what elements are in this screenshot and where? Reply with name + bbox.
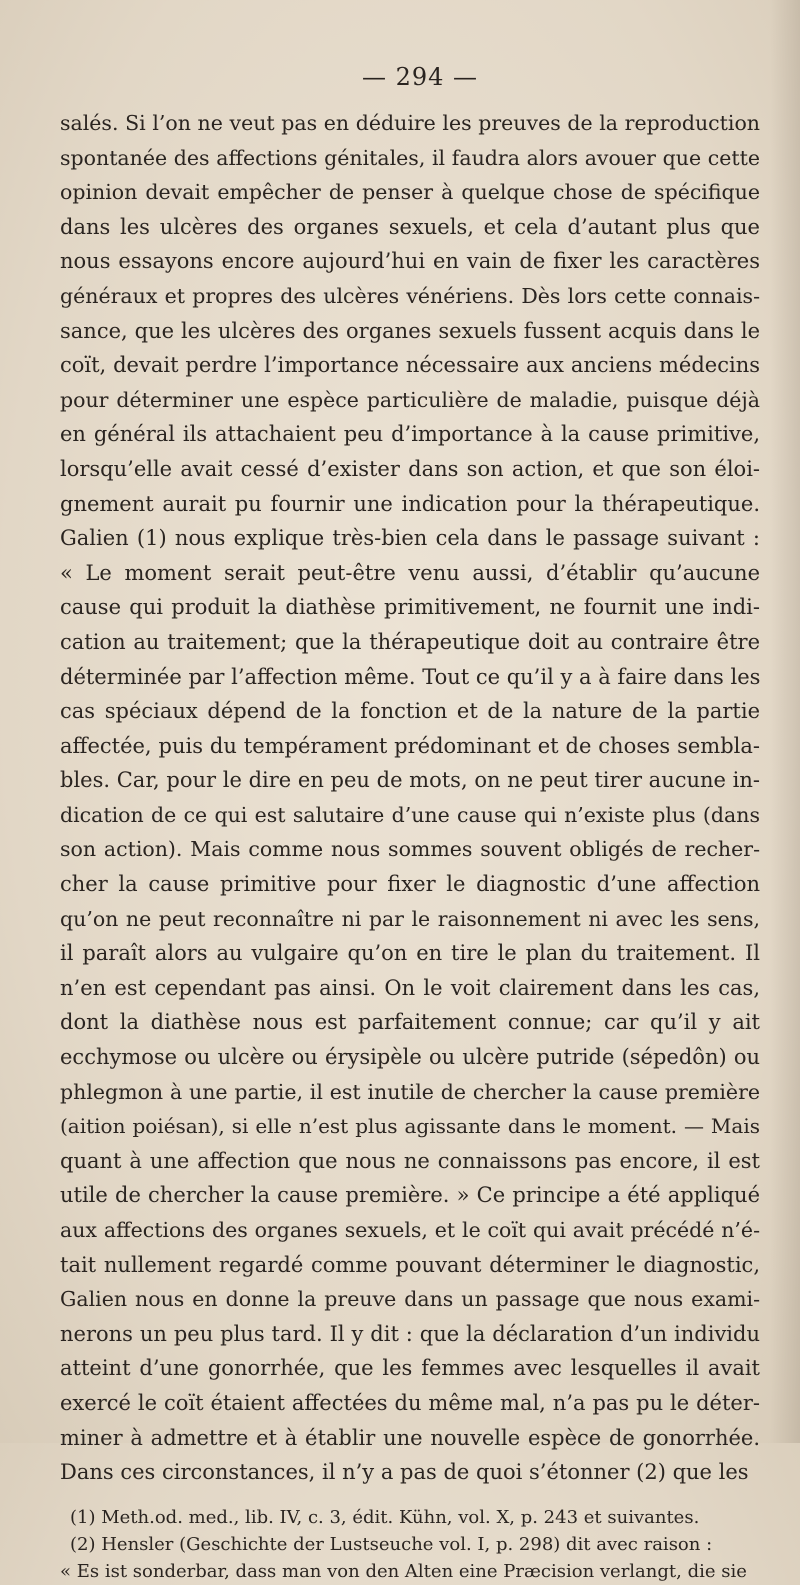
text-line: déterminée par l’affection même. Tout ce qu’il y a à faire dans les [60, 664, 761, 689]
text-line: atteint d’une gonorrhée, que les femmes avec lesquelles il avait [60, 1356, 760, 1381]
text-line: sance, que les ulcères des organes sexuels fussent acquis dans le [60, 318, 760, 343]
text-line: pour déterminer une espèce particulière de maladie, puisque déjà [60, 387, 760, 412]
text-line: Galien nous en donne la preuve dans un passage que nous exami- [60, 1287, 760, 1312]
text-line: tait nullement regardé comme pouvant déterminer le diagnostic, [60, 1252, 760, 1277]
text-line: cher la cause primitive pour fixer le diagnostic d’une affection [60, 872, 760, 897]
text-line: lorsqu’elle avait cessé d’exister dans son action, et que son éloi- [60, 456, 760, 481]
text-line: généraux et propres des ulcères vénériens. Dès lors cette connais- [60, 283, 760, 308]
footnotes [60, 1504, 760, 1585]
text-line: qu’on ne peut reconnaître ni par le raisonnement ni avec les sens, [60, 906, 760, 931]
text-line: il paraît alors au vulgaire qu’on en tire le plan du traitement. Il [60, 941, 760, 966]
text-line: utile de chercher la cause première. » Ce principe a été appliqué [60, 1183, 760, 1208]
text-line: Galien (1) nous explique très-bien cela dans le passage suivant : [60, 526, 760, 551]
text-line: Dans ces circonstances, il n’y a pas de quoi s’étonner (2) que les [60, 1460, 749, 1485]
text-line: opinion devait empêcher de penser à quelque chose de spécifique [60, 180, 760, 205]
text-line: aux affections des organes sexuels, et le coït qui avait précédé n’é- [60, 1218, 760, 1242]
text-line: son action). Mais comme nous sommes souvent obligés de recher- [60, 837, 760, 862]
text-line: cas spéciaux dépend de la fonction et de la nature de la partie [60, 699, 760, 724]
text-line: n’en est cependant pas ainsi. On le voit clairement dans les cas, [60, 975, 760, 1000]
text-line: dont la diathèse nous est parfaitement connue; car qu’il y ait [60, 1010, 760, 1035]
footnote-2: (2) Hensler (Geschichte der Lustseuche vol. I, p. 298) dit avec raison : [70, 1533, 713, 1555]
text-line: cause qui produit la diathèse primitivement, ne fournit une indi- [60, 595, 760, 620]
text-line: salés. Si l’on ne veut pas en déduire les preuves de la reproduction [60, 111, 760, 135]
text-line: ecchymose ou ulcère ou érysipèle ou ulcère putride (sépedôn) ou [60, 1045, 760, 1070]
page-edge-shadow [770, 0, 800, 1443]
text-line: gnement aurait pu fournir une indication pour la thérapeutique. [60, 491, 760, 516]
footnote-2-continued: « Es ist sonderbar, dass man von den Alten eine Præcision verlangt, die sie [60, 1560, 747, 1582]
text-line: quant à une affection que nous ne connaissons pas encore, il est [60, 1148, 760, 1173]
text-line: affectée, puis du tempérament prédominant et de choses sembla- [60, 733, 760, 758]
text-line: cation au traitement; que la thérapeutique doit au contraire être [60, 629, 760, 654]
text-line: nous essayons encore aujourd’hui en vain de fixer les caractères [60, 249, 760, 274]
text-line: coït, devait perdre l’importance nécessaire aux anciens médecins [60, 353, 760, 378]
text-line: bles. Car, pour le dire en peu de mots, on ne peut tirer aucune in- [60, 768, 760, 793]
page-number: — 294 — [361, 63, 479, 91]
footnote-1: (1) Meth.od. med., lib. IV, c. 3, édit. Kühn, vol. X, p. 243 et suivantes. [70, 1506, 700, 1528]
text-line: phlegmon à une partie, il est inutile de chercher la cause première [60, 1079, 760, 1104]
text-line: (aition poiésan), si elle n’est plus agissante dans le moment. — Mais [60, 1114, 760, 1139]
text-line: dans les ulcères des organes sexuels, et cela d’autant plus que [60, 214, 760, 239]
body-text [60, 106, 760, 1490]
text-line: « Le moment serait peut-être venu aussi, d’établir qu’aucune [60, 560, 760, 585]
text-line: dication de ce qui est salutaire d’une cause qui n’existe plus (dans [60, 802, 760, 827]
text-line: spontanée des affections génitales, il faudra alors avouer que cette [60, 145, 760, 170]
text-line: en général ils attachaient peu d’importance à la cause primitive, [60, 422, 760, 447]
text-line: exercé le coït étaient affectées du même mal, n’a pas pu le déter- [60, 1390, 760, 1415]
text-line: miner à admettre et à établir une nouvelle espèce de gonorrhée. [60, 1425, 760, 1450]
text-line: nerons un peu plus tard. Il y dit : que la déclaration d’un individu [60, 1321, 760, 1346]
